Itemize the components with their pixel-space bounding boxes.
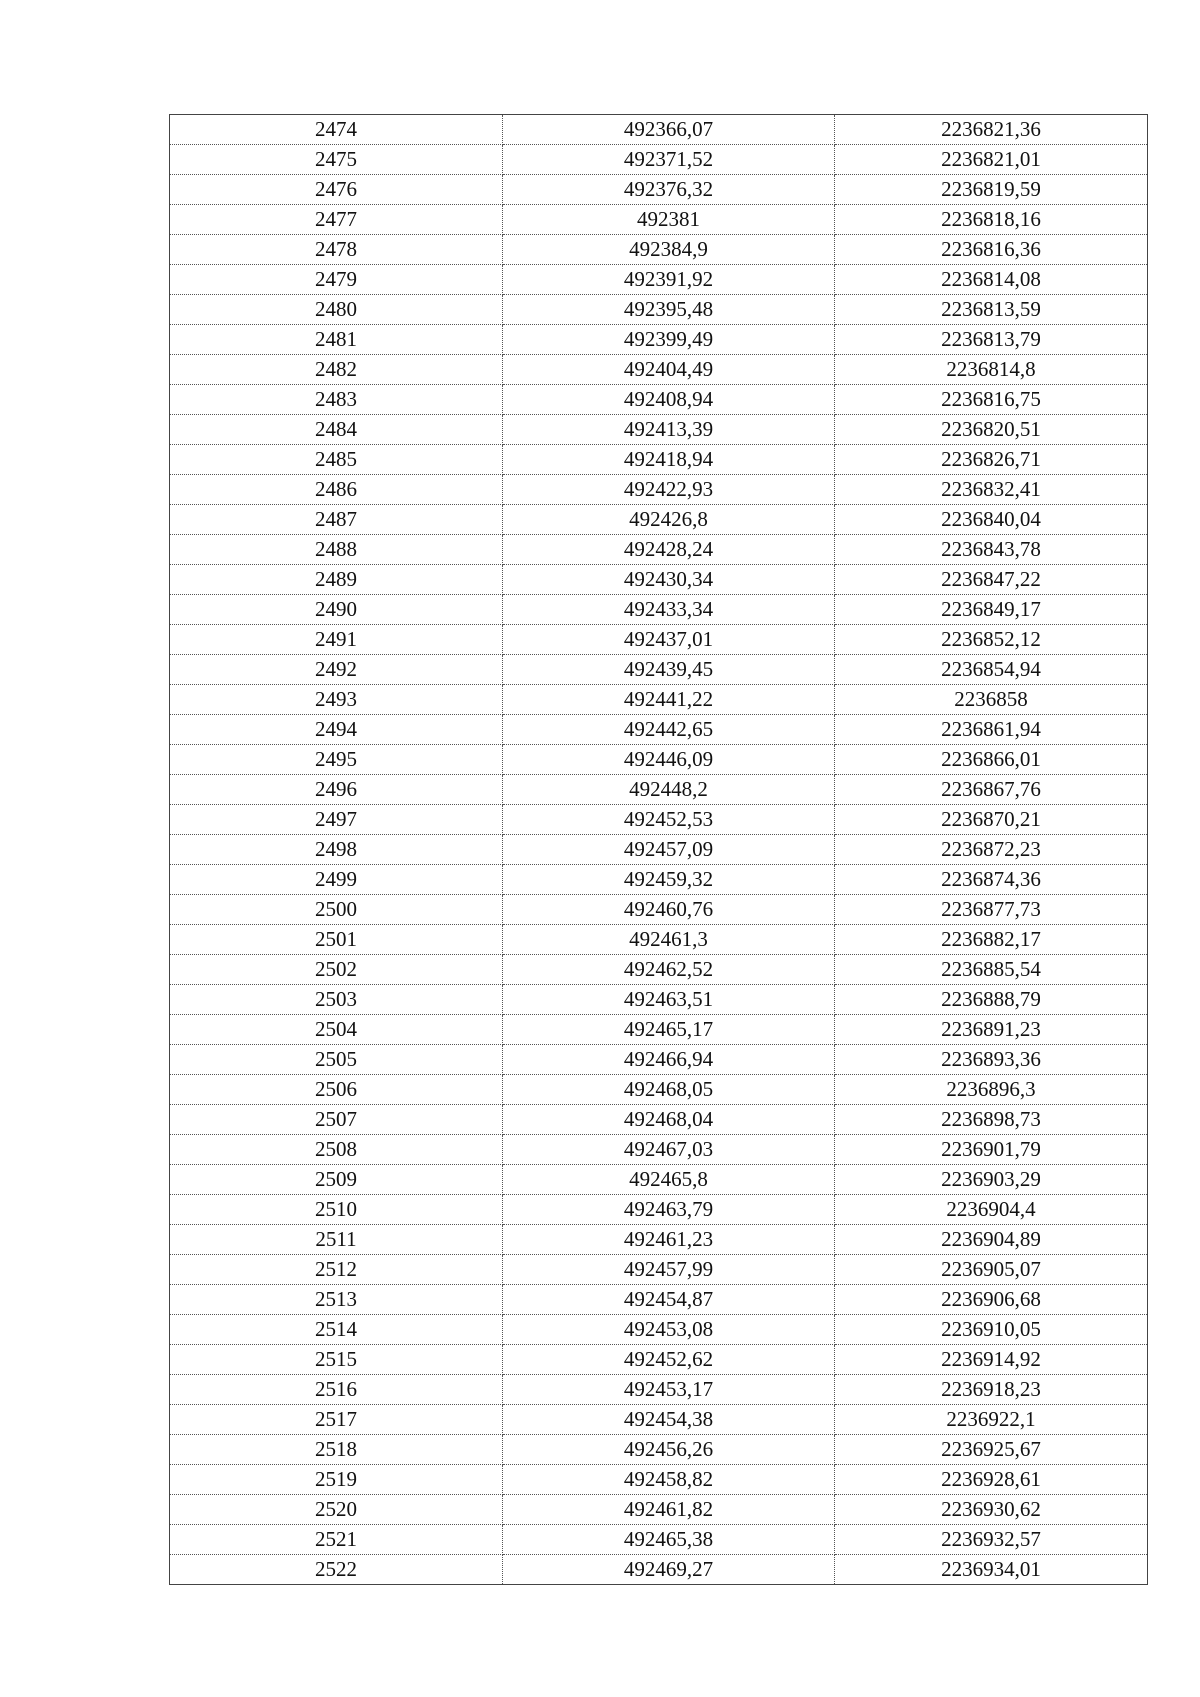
table-row — [170, 1255, 1148, 1285]
table-row — [170, 1345, 1148, 1375]
x-coordinate-cell: 492408,94 — [503, 385, 835, 415]
x-coordinate-cell: 492452,62 — [503, 1345, 835, 1375]
x-coordinate-cell: 492468,04 — [503, 1105, 835, 1135]
y-coordinate-cell: 2236903,29 — [835, 1165, 1148, 1195]
y-coordinate-cell: 2236906,68 — [835, 1285, 1148, 1315]
table-row — [170, 325, 1148, 355]
y-coordinate-cell: 2236893,36 — [835, 1045, 1148, 1075]
table-row — [170, 835, 1148, 865]
point-number-cell: 2486 — [170, 475, 503, 505]
table-row — [170, 925, 1148, 955]
table-row — [170, 595, 1148, 625]
table-row — [170, 1465, 1148, 1495]
x-coordinate-cell: 492467,03 — [503, 1135, 835, 1165]
x-coordinate-cell: 492458,82 — [503, 1465, 835, 1495]
y-coordinate-cell: 2236858 — [835, 685, 1148, 715]
y-coordinate-cell: 2236852,12 — [835, 625, 1148, 655]
x-coordinate-cell: 492384,9 — [503, 235, 835, 265]
y-coordinate-cell: 2236932,57 — [835, 1525, 1148, 1555]
y-coordinate-cell: 2236821,01 — [835, 145, 1148, 175]
table-row — [170, 985, 1148, 1015]
y-coordinate-cell: 2236922,1 — [835, 1405, 1148, 1435]
x-coordinate-cell: 492460,76 — [503, 895, 835, 925]
x-coordinate-cell: 492439,45 — [503, 655, 835, 685]
table-row — [170, 775, 1148, 805]
table-row — [170, 1015, 1148, 1045]
point-number-cell: 2505 — [170, 1045, 503, 1075]
y-coordinate-cell: 2236849,17 — [835, 595, 1148, 625]
y-coordinate-cell: 2236874,36 — [835, 865, 1148, 895]
table-row — [170, 385, 1148, 415]
point-number-cell: 2495 — [170, 745, 503, 775]
table-row — [170, 1195, 1148, 1225]
x-coordinate-cell: 492441,22 — [503, 685, 835, 715]
y-coordinate-cell: 2236813,59 — [835, 295, 1148, 325]
x-coordinate-cell: 492461,82 — [503, 1495, 835, 1525]
x-coordinate-cell: 492446,09 — [503, 745, 835, 775]
x-coordinate-cell: 492422,93 — [503, 475, 835, 505]
point-number-cell: 2477 — [170, 205, 503, 235]
x-coordinate-cell: 492465,8 — [503, 1165, 835, 1195]
point-number-cell: 2497 — [170, 805, 503, 835]
y-coordinate-cell: 2236854,94 — [835, 655, 1148, 685]
point-number-cell: 2474 — [170, 115, 503, 145]
point-number-cell: 2494 — [170, 715, 503, 745]
x-coordinate-cell: 492413,39 — [503, 415, 835, 445]
point-number-cell: 2513 — [170, 1285, 503, 1315]
table-row — [170, 1135, 1148, 1165]
point-number-cell: 2484 — [170, 415, 503, 445]
x-coordinate-cell: 492376,32 — [503, 175, 835, 205]
table-row — [170, 1405, 1148, 1435]
point-number-cell: 2507 — [170, 1105, 503, 1135]
table-row — [170, 1495, 1148, 1525]
x-coordinate-cell: 492454,38 — [503, 1405, 835, 1435]
y-coordinate-cell: 2236925,67 — [835, 1435, 1148, 1465]
point-number-cell: 2489 — [170, 565, 503, 595]
y-coordinate-cell: 2236813,79 — [835, 325, 1148, 355]
coordinates-table — [169, 114, 1148, 1585]
point-number-cell: 2492 — [170, 655, 503, 685]
point-number-cell: 2516 — [170, 1375, 503, 1405]
y-coordinate-cell: 2236847,22 — [835, 565, 1148, 595]
table-row — [170, 535, 1148, 565]
x-coordinate-cell: 492461,23 — [503, 1225, 835, 1255]
point-number-cell: 2498 — [170, 835, 503, 865]
y-coordinate-cell: 2236814,08 — [835, 265, 1148, 295]
x-coordinate-cell: 492457,09 — [503, 835, 835, 865]
y-coordinate-cell: 2236832,41 — [835, 475, 1148, 505]
point-number-cell: 2522 — [170, 1555, 503, 1585]
y-coordinate-cell: 2236867,76 — [835, 775, 1148, 805]
table-row — [170, 415, 1148, 445]
y-coordinate-cell: 2236885,54 — [835, 955, 1148, 985]
point-number-cell: 2493 — [170, 685, 503, 715]
table-row — [170, 475, 1148, 505]
y-coordinate-cell: 2236882,17 — [835, 925, 1148, 955]
point-number-cell: 2514 — [170, 1315, 503, 1345]
x-coordinate-cell: 492463,51 — [503, 985, 835, 1015]
x-coordinate-cell: 492399,49 — [503, 325, 835, 355]
x-coordinate-cell: 492426,8 — [503, 505, 835, 535]
table-row — [170, 175, 1148, 205]
table-row — [170, 895, 1148, 925]
y-coordinate-cell: 2236866,01 — [835, 745, 1148, 775]
table-row — [170, 115, 1148, 145]
table-row — [170, 295, 1148, 325]
x-coordinate-cell: 492461,3 — [503, 925, 835, 955]
table-row — [170, 1225, 1148, 1255]
table-row — [170, 1165, 1148, 1195]
table-row — [170, 1525, 1148, 1555]
y-coordinate-cell: 2236870,21 — [835, 805, 1148, 835]
y-coordinate-cell: 2236901,79 — [835, 1135, 1148, 1165]
y-coordinate-cell: 2236914,92 — [835, 1345, 1148, 1375]
table-row — [170, 1315, 1148, 1345]
point-number-cell: 2515 — [170, 1345, 503, 1375]
y-coordinate-cell: 2236872,23 — [835, 835, 1148, 865]
point-number-cell: 2521 — [170, 1525, 503, 1555]
x-coordinate-cell: 492430,34 — [503, 565, 835, 595]
point-number-cell: 2519 — [170, 1465, 503, 1495]
point-number-cell: 2509 — [170, 1165, 503, 1195]
x-coordinate-cell: 492453,08 — [503, 1315, 835, 1345]
point-number-cell: 2517 — [170, 1405, 503, 1435]
y-coordinate-cell: 2236904,4 — [835, 1195, 1148, 1225]
table-row — [170, 355, 1148, 385]
x-coordinate-cell: 492391,92 — [503, 265, 835, 295]
x-coordinate-cell: 492453,17 — [503, 1375, 835, 1405]
y-coordinate-cell: 2236918,23 — [835, 1375, 1148, 1405]
y-coordinate-cell: 2236820,51 — [835, 415, 1148, 445]
y-coordinate-cell: 2236821,36 — [835, 115, 1148, 145]
table-row — [170, 685, 1148, 715]
x-coordinate-cell: 492366,07 — [503, 115, 835, 145]
point-number-cell: 2504 — [170, 1015, 503, 1045]
x-coordinate-cell: 492428,24 — [503, 535, 835, 565]
point-number-cell: 2506 — [170, 1075, 503, 1105]
point-number-cell: 2475 — [170, 145, 503, 175]
point-number-cell: 2476 — [170, 175, 503, 205]
y-coordinate-cell: 2236904,89 — [835, 1225, 1148, 1255]
point-number-cell: 2508 — [170, 1135, 503, 1165]
table-row — [170, 805, 1148, 835]
table-row — [170, 145, 1148, 175]
point-number-cell: 2480 — [170, 295, 503, 325]
y-coordinate-cell: 2236898,73 — [835, 1105, 1148, 1135]
table-row — [170, 1555, 1148, 1585]
x-coordinate-cell: 492469,27 — [503, 1555, 835, 1585]
y-coordinate-cell: 2236896,3 — [835, 1075, 1148, 1105]
point-number-cell: 2510 — [170, 1195, 503, 1225]
point-number-cell: 2483 — [170, 385, 503, 415]
table-row — [170, 955, 1148, 985]
x-coordinate-cell: 492463,79 — [503, 1195, 835, 1225]
point-number-cell: 2490 — [170, 595, 503, 625]
point-number-cell: 2487 — [170, 505, 503, 535]
x-coordinate-cell: 492452,53 — [503, 805, 835, 835]
table-row — [170, 625, 1148, 655]
point-number-cell: 2511 — [170, 1225, 503, 1255]
y-coordinate-cell: 2236840,04 — [835, 505, 1148, 535]
point-number-cell: 2518 — [170, 1435, 503, 1465]
point-number-cell: 2491 — [170, 625, 503, 655]
x-coordinate-cell: 492466,94 — [503, 1045, 835, 1075]
x-coordinate-cell: 492462,52 — [503, 955, 835, 985]
y-coordinate-cell: 2236861,94 — [835, 715, 1148, 745]
point-number-cell: 2500 — [170, 895, 503, 925]
point-number-cell: 2479 — [170, 265, 503, 295]
y-coordinate-cell: 2236928,61 — [835, 1465, 1148, 1495]
y-coordinate-cell: 2236826,71 — [835, 445, 1148, 475]
table-row — [170, 1285, 1148, 1315]
point-number-cell: 2478 — [170, 235, 503, 265]
point-number-cell: 2488 — [170, 535, 503, 565]
table-row — [170, 1075, 1148, 1105]
table-row — [170, 1435, 1148, 1465]
x-coordinate-cell: 492454,87 — [503, 1285, 835, 1315]
table-row — [170, 655, 1148, 685]
table-row — [170, 715, 1148, 745]
table-row — [170, 565, 1148, 595]
x-coordinate-cell: 492371,52 — [503, 145, 835, 175]
y-coordinate-cell: 2236888,79 — [835, 985, 1148, 1015]
y-coordinate-cell: 2236816,75 — [835, 385, 1148, 415]
y-coordinate-cell: 2236818,16 — [835, 205, 1148, 235]
table-row — [170, 745, 1148, 775]
table-row — [170, 1375, 1148, 1405]
y-coordinate-cell: 2236814,8 — [835, 355, 1148, 385]
x-coordinate-cell: 492448,2 — [503, 775, 835, 805]
y-coordinate-cell: 2236910,05 — [835, 1315, 1148, 1345]
coordinates-table-body — [170, 115, 1148, 1585]
x-coordinate-cell: 492381 — [503, 205, 835, 235]
y-coordinate-cell: 2236877,73 — [835, 895, 1148, 925]
x-coordinate-cell: 492465,17 — [503, 1015, 835, 1045]
table-row — [170, 445, 1148, 475]
x-coordinate-cell: 492459,32 — [503, 865, 835, 895]
y-coordinate-cell: 2236891,23 — [835, 1015, 1148, 1045]
y-coordinate-cell: 2236930,62 — [835, 1495, 1148, 1525]
table-row — [170, 1045, 1148, 1075]
x-coordinate-cell: 492465,38 — [503, 1525, 835, 1555]
x-coordinate-cell: 492418,94 — [503, 445, 835, 475]
y-coordinate-cell: 2236934,01 — [835, 1555, 1148, 1585]
y-coordinate-cell: 2236843,78 — [835, 535, 1148, 565]
table-row — [170, 265, 1148, 295]
point-number-cell: 2485 — [170, 445, 503, 475]
x-coordinate-cell: 492437,01 — [503, 625, 835, 655]
table-row — [170, 205, 1148, 235]
y-coordinate-cell: 2236816,36 — [835, 235, 1148, 265]
x-coordinate-cell: 492395,48 — [503, 295, 835, 325]
x-coordinate-cell: 492404,49 — [503, 355, 835, 385]
x-coordinate-cell: 492457,99 — [503, 1255, 835, 1285]
point-number-cell: 2501 — [170, 925, 503, 955]
y-coordinate-cell: 2236819,59 — [835, 175, 1148, 205]
point-number-cell: 2502 — [170, 955, 503, 985]
x-coordinate-cell: 492433,34 — [503, 595, 835, 625]
y-coordinate-cell: 2236905,07 — [835, 1255, 1148, 1285]
point-number-cell: 2481 — [170, 325, 503, 355]
x-coordinate-cell: 492456,26 — [503, 1435, 835, 1465]
table-row — [170, 235, 1148, 265]
point-number-cell: 2482 — [170, 355, 503, 385]
table-row — [170, 505, 1148, 535]
table-row — [170, 865, 1148, 895]
point-number-cell: 2512 — [170, 1255, 503, 1285]
x-coordinate-cell: 492442,65 — [503, 715, 835, 745]
table-row — [170, 1105, 1148, 1135]
point-number-cell: 2496 — [170, 775, 503, 805]
point-number-cell: 2499 — [170, 865, 503, 895]
x-coordinate-cell: 492468,05 — [503, 1075, 835, 1105]
point-number-cell: 2520 — [170, 1495, 503, 1525]
point-number-cell: 2503 — [170, 985, 503, 1015]
